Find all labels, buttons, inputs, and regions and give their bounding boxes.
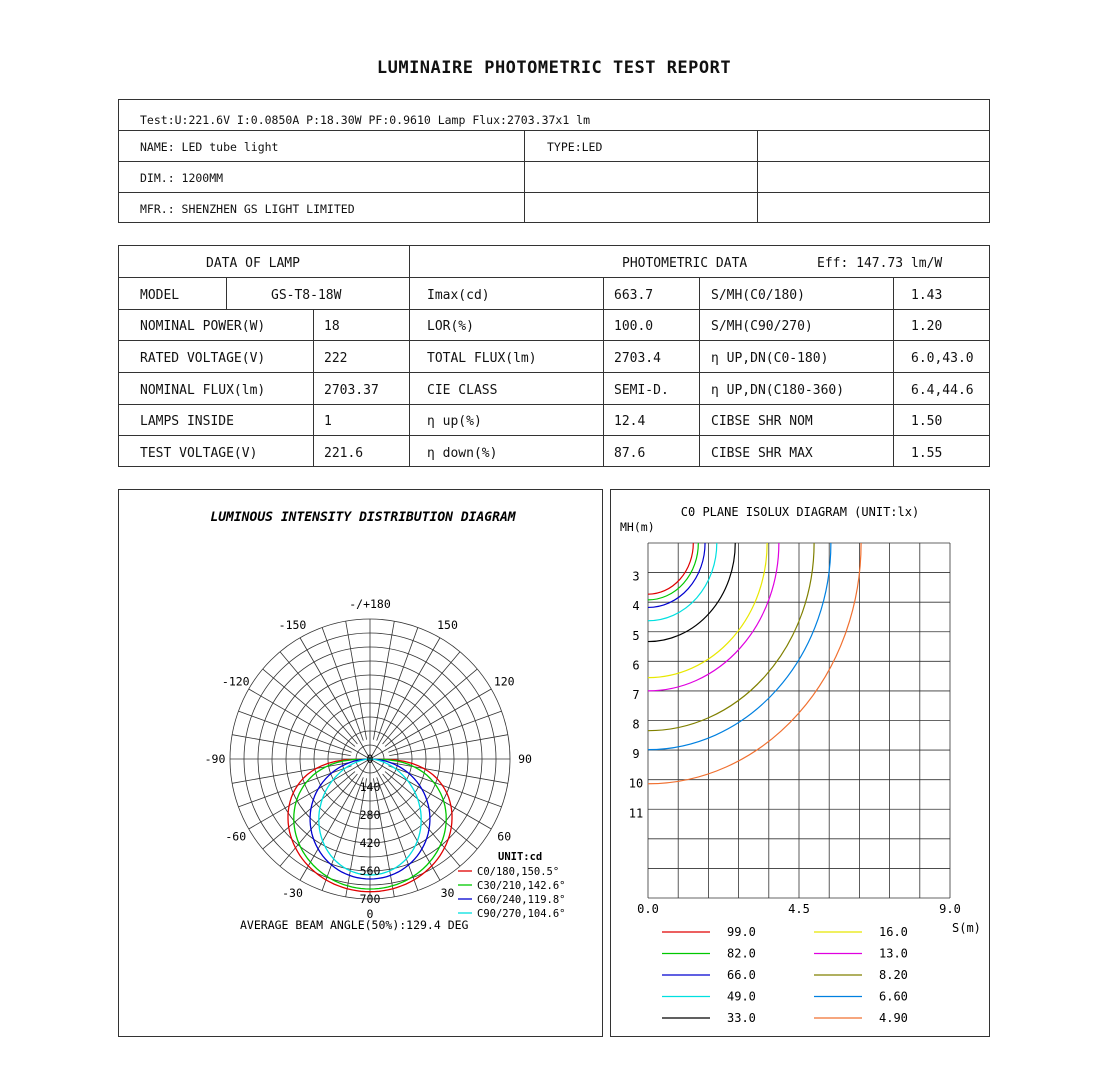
polar-radial-tick: 700 [359,892,381,906]
polar-unit: UNIT:cd [498,851,543,863]
photo-value: 2703.4 [614,351,661,366]
isolux-legend-label: 66.0 [727,968,756,982]
isolux-ytick: 10 [628,776,644,791]
isolux-legend-label: 33.0 [727,1011,756,1025]
polar-radial-tick: 560 [359,864,381,878]
polar-legend-label: C60/240,119.8° [477,894,566,906]
photo-value: 1.43 [911,288,943,303]
polar-angle-label: -60 [225,829,247,844]
isolux-contour [648,543,693,594]
lamp-label: RATED VOLTAGE(V) [140,351,266,366]
luminaire-type: TYPE:LED [547,140,603,154]
polar-angle-label: -90 [204,752,226,766]
photo-value: 6.0,43.0 [911,351,974,366]
lamp-value: 221.6 [324,446,364,461]
polar-radial-tick: 0 [366,752,374,766]
manufacturer: MFR.: SHENZHEN GS LIGHT LIMITED [140,202,355,216]
lamp-value: 1 [324,414,332,429]
isolux-legend-label: 8.20 [879,968,908,982]
model-value: GS-T8-18W [271,288,342,303]
isolux-title: C0 PLANE ISOLUX DIAGRAM (UNIT:lx) [680,505,920,519]
polar-angle-label: 120 [493,674,515,689]
polar-legend-label: C30/210,142.6° [477,880,566,892]
isolux-contour [648,543,698,600]
luminaire-name: NAME: LED tube light [140,140,279,154]
isolux-legend-label: 4.90 [879,1011,908,1025]
lamp-label: LAMPS INSIDE [140,414,234,429]
polar-radial-tick: 280 [359,808,381,822]
average-beam-angle: AVERAGE BEAM ANGLE(50%):129.4 DEG [240,918,469,932]
photo-label: η up(%) [427,414,482,429]
isolux-contour [648,543,831,750]
isolux-legend-label: 13.0 [879,946,908,961]
polar-legend-label: C0/180,150.5° [477,866,560,878]
isolux-ytick: 3 [632,569,640,584]
isolux-legend-label: 6.60 [879,989,908,1004]
isolux-legend-label: 16.0 [879,925,908,939]
lamp-data-heading: DATA OF LAMP [206,256,300,271]
polar-radial-tick: 420 [359,836,381,850]
photo-label: η down(%) [427,446,498,461]
photo-value: 100.0 [614,319,654,334]
polar-angle-label: 60 [497,829,512,844]
isolux-ytick: 7 [632,687,640,702]
photo-label: Imax(cd) [427,288,490,303]
photo-value: SEMI-D. [614,383,669,398]
isolux-diagram [610,489,990,1037]
polar-angle-label: -150 [278,617,307,632]
photo-label: S/MH(C90/270) [711,319,813,334]
photo-value: 12.4 [614,414,646,429]
photo-value: 663.7 [614,288,654,303]
photo-value: 1.55 [911,446,943,461]
photo-label: CIBSE SHR NOM [711,414,813,429]
photometric-heading: PHOTOMETRIC DATA [622,256,748,271]
polar-title: LUMINOUS INTENSITY DISTRIBUTION DIAGRAM [210,510,516,525]
photo-label: CIBSE SHR MAX [711,446,813,461]
efficacy: Eff: 147.73 lm/W [817,256,943,271]
isolux-legend-label: 49.0 [727,989,756,1004]
polar-angle-label: 90 [518,752,532,766]
photo-label: TOTAL FLUX(lm) [427,351,537,366]
polar-angle-label: -/+180 [349,597,391,611]
lamp-value: 222 [324,351,348,366]
report-title: LUMINAIRE PHOTOMETRIC TEST REPORT [376,58,732,78]
lamp-value: 2703.37 [324,383,379,398]
polar-angle-label: 0 [366,907,374,921]
photo-label: η UP,DN(C180-360) [711,383,845,398]
photo-value: 1.20 [911,319,943,334]
isolux-ylabel: MH(m) [620,520,655,534]
isolux-ytick: 11 [628,806,644,821]
isolux-contour [648,543,767,678]
isolux-legend-label: 82.0 [727,946,756,961]
polar-angle-label: -120 [221,674,250,689]
model-label: MODEL [140,288,180,303]
isolux-contour [648,543,717,621]
photo-value: 6.4,44.6 [911,383,974,398]
isolux-xtick: 0.0 [637,902,659,916]
polar-diagram [118,489,603,1037]
isolux-ytick: 5 [632,628,640,643]
isolux-ytick: 8 [632,717,640,732]
isolux-xlabel: S(m) [952,921,981,935]
isolux-xtick: 9.0 [939,902,961,916]
isolux-xtick: 4.5 [788,902,810,916]
polar-legend-label: C90/270,104.6° [477,908,566,920]
photo-value: 1.50 [911,414,943,429]
lamp-value: 18 [324,319,340,334]
polar-angle-label: -30 [282,886,303,901]
luminaire-dim: DIM.: 1200MM [140,171,224,185]
photo-value: 87.6 [614,446,646,461]
lamp-label: NOMINAL FLUX(lm) [140,383,266,398]
isolux-ytick: 6 [632,658,640,673]
polar-radial-tick: 140 [359,780,381,794]
lamp-label: TEST VOLTAGE(V) [140,446,258,461]
photo-label: CIE CLASS [427,383,498,398]
test-conditions: Test:U:221.6V I:0.0850A P:18.30W PF:0.9610 Lamp Flux:2703.37x1 lm [140,113,591,127]
polar-angle-label: 30 [440,886,455,901]
isolux-contour [648,543,779,691]
isolux-legend-label: 99.0 [727,925,756,939]
polar-angle-label: 150 [437,617,458,632]
isolux-ytick: 4 [632,599,640,614]
photo-label: LOR(%) [427,319,474,334]
photo-label: S/MH(C0/180) [711,288,805,303]
isolux-ytick: 9 [632,747,640,762]
photo-label: η UP,DN(C0-180) [711,351,829,366]
lamp-label: NOMINAL POWER(W) [140,319,266,334]
